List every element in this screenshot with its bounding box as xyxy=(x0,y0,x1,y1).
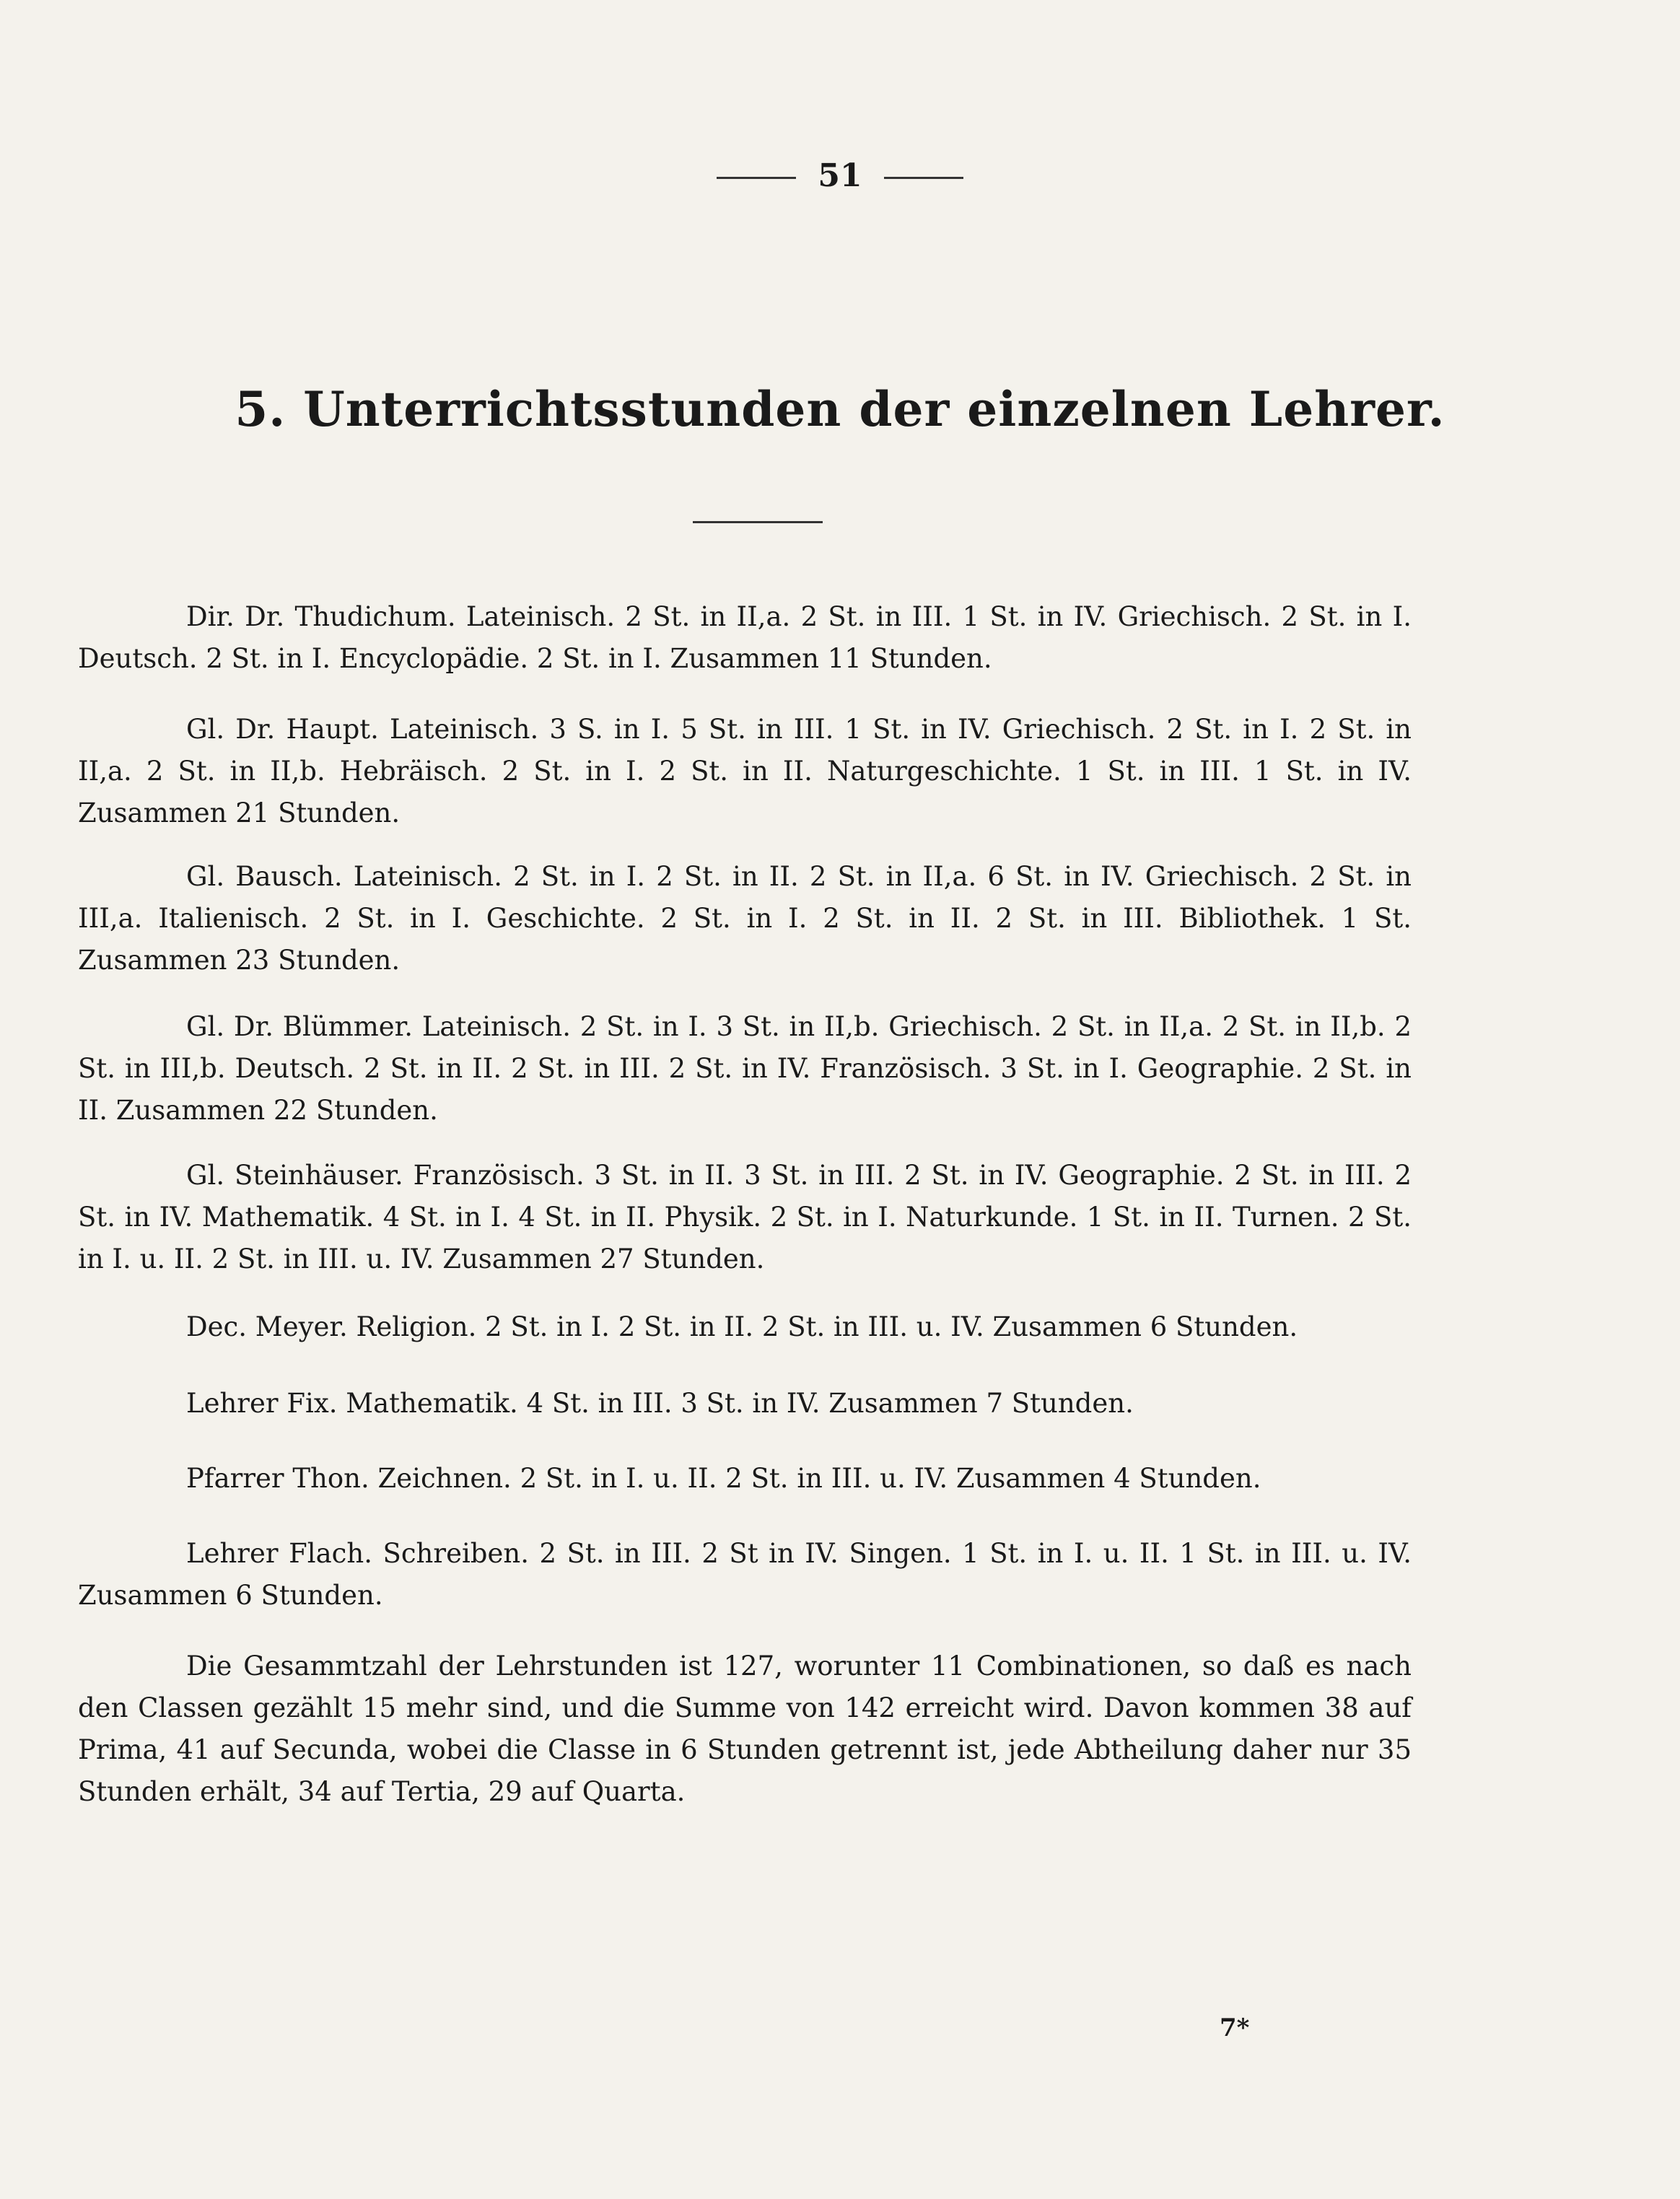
page-number-rule-left xyxy=(717,177,796,179)
summary-text: Die Gesammtzahl der Lehrstunden ist 127, worunter 11 Combinationen, so daß es nach den Classen gezählt 15 mehr sind, und die Summe von 142 erreicht wird. Davon kommen 38 auf Prima, 41 auf Secunda, wobei die Classe in 6 Stunden getrennt ist, jede Abtheilung daher nur 35 Stunden erhält, 34 auf Tertia, 29 auf Quarta. xyxy=(78,1651,1412,1807)
teacher-entry-steinhaeuser xyxy=(78,1155,1412,1280)
teacher-entry-bausch xyxy=(78,856,1412,982)
teacher-entry-meyer xyxy=(78,1306,1412,1348)
teacher-entry-fix xyxy=(78,1383,1412,1425)
heading-rule xyxy=(693,521,823,523)
entry-text: Lehrer Flach. Schreiben. 2 St. in III. 2 St in IV. Singen. 1 St. in I. u. II. 1 St. in III. u. IV. Zusammen 6 Stunden. xyxy=(78,1538,1412,1611)
entry-text: Dir. Dr. Thudichum. Lateinisch. 2 St. in II,a. 2 St. in III. 1 St. in IV. Griechisch. 2 St. in I. Deutsch. 2 St. in I. Encyclopädie. 2 St. in I. Zusammen 11 Stunden. xyxy=(78,601,1412,674)
teacher-entry-bluemmer xyxy=(78,1006,1412,1132)
page-number-rule-right xyxy=(884,177,963,179)
entry-text: Gl. Bausch. Lateinisch. 2 St. in I. 2 St. in II. 2 St. in II,a. 6 St. in IV. Griechisch. 2 St. in III,a. Italienisch. 2 St. in I. Geschichte. 2 St. in I. 2 St. in II. 2 St. in III. Bibliothek. 1 St. Zusammen 23 Stunden. xyxy=(78,861,1412,976)
page-number xyxy=(0,157,1680,194)
entry-text: Gl. Dr. Haupt. Lateinisch. 3 S. in I. 5 St. in III. 1 St. in IV. Griechisch. 2 St. in I. 2 St. in II,a. 2 St. in II,b. Hebräisch. 2 St. in I. 2 St. in II. Naturgeschichte. 1 St. in III. 1 St. in IV. Zusammen 21 Stunden. xyxy=(78,714,1412,829)
teacher-entry-thon xyxy=(78,1458,1412,1500)
entry-text: Gl. Steinhäuser. Französisch. 3 St. in II. 3 St. in III. 2 St. in IV. Geographie. 2 St. in III. 2 St. in IV. Mathematik. 4 St. in I. 4 St. in II. Physik. 2 St. in I. Naturkunde. 1 St. in II. Turnen. 2 St. in I. u. II. 2 St. in III. u. IV. Zusammen 27 Stunden. xyxy=(78,1160,1412,1275)
section-heading: 5. Unterrichtsstunden der einzelnen Lehrer. xyxy=(235,381,1445,437)
entry-text: Dec. Meyer. Religion. 2 St. in I. 2 St. in II. 2 St. in III. u. IV. Zusammen 6 Stunden. xyxy=(186,1311,1298,1342)
entry-text: Pfarrer Thon. Zeichnen. 2 St. in I. u. II. 2 St. in III. u. IV. Zusammen 4 Stunden. xyxy=(186,1463,1261,1494)
entry-text: Lehrer Fix. Mathematik. 4 St. in III. 3 St. in IV. Zusammen 7 Stunden. xyxy=(186,1388,1134,1419)
teacher-entry-haupt xyxy=(78,709,1412,834)
signature-mark: 7* xyxy=(1220,2014,1250,2042)
entry-text: Gl. Dr. Blümmer. Lateinisch. 2 St. in I. 3 St. in II,b. Griechisch. 2 St. in II,a. 2 St. in II,b. 2 St. in III,b. Deutsch. 2 St. in II. 2 St. in III. 2 St. in IV. Französisch. 3 St. in I. Geographie. 2 St. in II. Zusammen 22 Stunden. xyxy=(78,1011,1412,1126)
page-number-text: 51 xyxy=(818,157,862,194)
teacher-entry-thudichum xyxy=(78,596,1412,680)
summary-paragraph xyxy=(78,1645,1412,1813)
teacher-entry-flach xyxy=(78,1533,1412,1617)
